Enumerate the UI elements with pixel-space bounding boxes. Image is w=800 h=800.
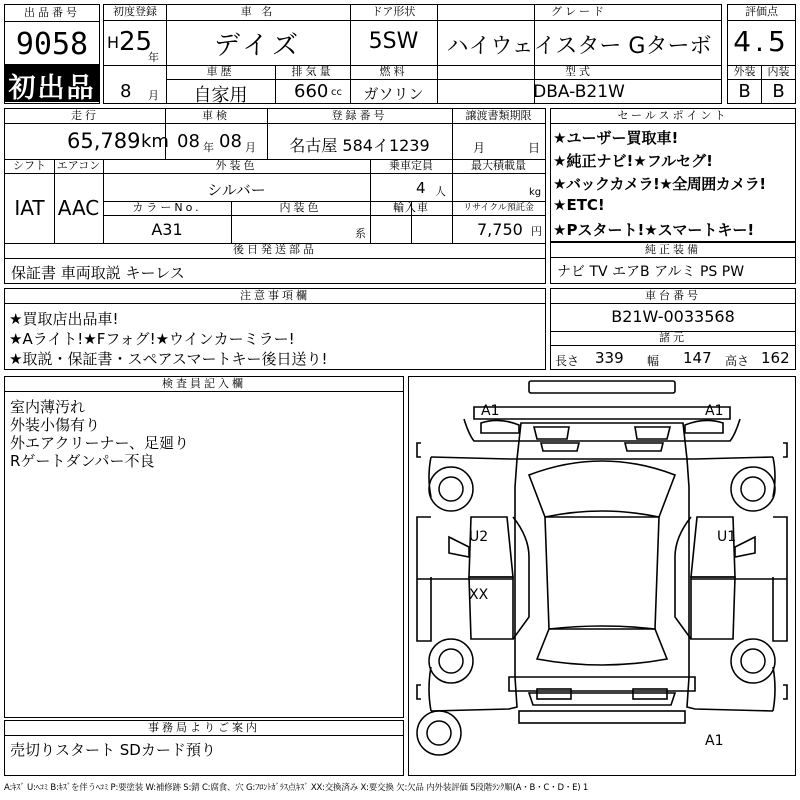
car-diagram-svg [409,377,795,775]
mark-left-rear-door: XX [469,587,489,603]
displacement-header: 排気量 [291,65,334,78]
mark-right-front-door: U1 [717,529,737,545]
sales-point-3: ★バックカメラ!★全周囲カメラ! [553,175,766,193]
transfer-day: 日 [528,141,541,155]
capacity-header: 乗車定員 [389,159,433,172]
mark-rear: A1 [705,733,724,749]
max-load-header: 最大積載量 [471,159,526,172]
height-label: 高さ [725,354,750,368]
mileage: 65,789 [67,129,141,153]
damage-legend: A:ｷｽﾞ U:ﾍｺﾐ B:ｷｽﾞを伴うﾍｺﾐ P:要塗装 W:補修跡 S:錆 C:腐食、穴 G:ﾌﾛﾝﾄｶﾞﾗｽ点ｷｽﾞ XX:交換済み X:要交換 欠:欠品 内外装評価 5段階ﾗﾝｸ順(A・B・C・D・E) 1 [4,783,589,793]
plate-number: 名古屋 584イ1239 [289,136,430,155]
score-box [727,4,796,104]
registration-box [4,108,546,260]
registration-month: 8 [120,81,132,102]
interior-score: B [772,81,785,102]
length-label: 長さ [555,354,580,368]
door-type: 5SW [368,29,419,54]
exterior-color-header: 外装色 [215,159,258,172]
color-no-header: カラーNo. [132,201,202,214]
mileage-unit: km [141,131,169,152]
inspector-header: 検査員記入欄 [162,377,246,390]
inspection-year-unit: 年 [203,141,214,154]
color-no: A31 [151,220,183,239]
chassis-header: 車台番号 [645,289,701,302]
sales-point-1: ★ユーザー買取車! [553,129,679,147]
inspector-box [4,376,404,718]
chassis-box [550,288,796,370]
chassis-number: B21W-0033568 [611,307,735,326]
sales-points-header: セールスポイント [617,109,729,122]
score-header: 評価点 [745,5,778,18]
capacity-unit: 人 [435,185,446,198]
fuel: ガソリン [363,85,424,103]
width-label: 幅 [647,354,660,368]
car-name-header: 車 名 [240,5,276,18]
mark-front-right: A1 [705,403,724,419]
note-3: ★取説・保証書・スペアスマートキー後日送り! [9,350,328,368]
model-code: DBA-B21W [533,82,625,102]
recycle-unit: 円 [531,225,542,238]
first-registration-header: 初度登録 [113,5,157,18]
transfer-deadline-header: 譲渡書類期限 [465,109,532,122]
equipment: ナビ TV エアB アルミ PS PW [557,264,745,280]
office-header: 事務局よりご案内 [148,721,260,734]
score-value: 4.5 [733,25,790,58]
month-unit: 月 [148,89,159,102]
era: H [107,33,120,52]
first-listing-label: 初出品 [8,73,96,104]
shift: IAT [14,196,45,220]
grade: ハイウェイスター Gターボ [446,34,712,59]
inspection-year: 08 [177,131,200,152]
history: 自家用 [193,85,248,106]
inspection-month-unit: 月 [245,141,256,154]
note-1: ★買取店出品車! [9,310,119,328]
fuel-header: 燃料 [379,65,408,78]
year-unit: 年 [148,51,159,64]
notes-box [4,288,546,370]
dimensions-header: 諸元 [659,331,687,344]
office-note: 売切りスタート SDカード預り [10,741,216,759]
recycle-fee: 7,750 [477,220,523,239]
interior-color-header: 内装色 [279,201,322,214]
door-type-header: ドア形状 [371,5,416,18]
inspection-header: 車検 [202,109,230,122]
later-parts-header: 後日発送部品 [233,243,317,256]
inspector-note-2: 外装小傷有り [10,416,101,434]
inspector-note-1: 室内薄汚れ [10,398,86,416]
vehicle-info-box [103,4,722,104]
mark-front-left: A1 [481,403,500,419]
mark-left-front-door: U2 [469,529,489,545]
note-2: ★Aライト!★Fフォグ!★ウインカーミラー! [9,330,295,348]
exterior-score: B [738,81,751,102]
inspector-note-4: Rゲートダンパー不良 [10,452,155,470]
exterior-color: シルバー [207,181,266,199]
interior-color-unit: 系 [355,227,366,240]
aircon-header: エアコン [56,159,101,172]
inspection-month: 08 [219,131,242,152]
width-value: 147 [683,349,712,367]
height-value: 162 [761,349,790,367]
capacity: 4 [416,179,426,197]
history-header: 車歴 [206,65,235,78]
mileage-header: 走行 [71,109,99,122]
import-header: 輸入車 [393,201,429,214]
recycle-header: リサイクル預託金 [463,203,534,213]
displacement-unit: cc [331,87,342,98]
shift-header: シフト [13,159,46,172]
model-header: 型式 [565,65,593,78]
registration-year: 25 [119,27,153,57]
lot-number: 9058 [15,27,89,62]
lot-number-header: 出品番号 [24,6,80,19]
car-name: デイズ [214,31,302,61]
notes-header: 注意事項欄 [240,289,310,302]
grade-header: グレード [551,5,607,18]
later-parts: 保証書 車両取説 キーレス [11,264,185,282]
plate-header: 登録番号 [331,109,388,122]
damage-diagram [408,376,796,776]
first-listing-badge [4,64,100,102]
exterior-score-header: 外装 [733,65,756,78]
sales-point-4: ★ETC! [553,196,605,214]
office-box [4,720,404,776]
max-load-unit: kg [529,187,542,198]
inspector-note-3: 外エアクリーナー、足廻り [10,434,189,452]
sales-point-5: ★Pスタート!★スマートキー! [553,221,755,239]
length-value: 339 [595,349,624,367]
equipment-box [550,242,796,284]
interior-score-header: 内装 [767,65,790,78]
aircon: AAC [57,196,100,220]
equipment-header: 純正装備 [645,243,701,256]
later-parts-box [4,258,546,284]
transfer-month: 月 [473,141,486,155]
displacement: 660 [294,81,329,102]
sales-points-box [550,108,796,242]
sales-point-2: ★純正ナビ!★フルセグ! [553,152,713,170]
